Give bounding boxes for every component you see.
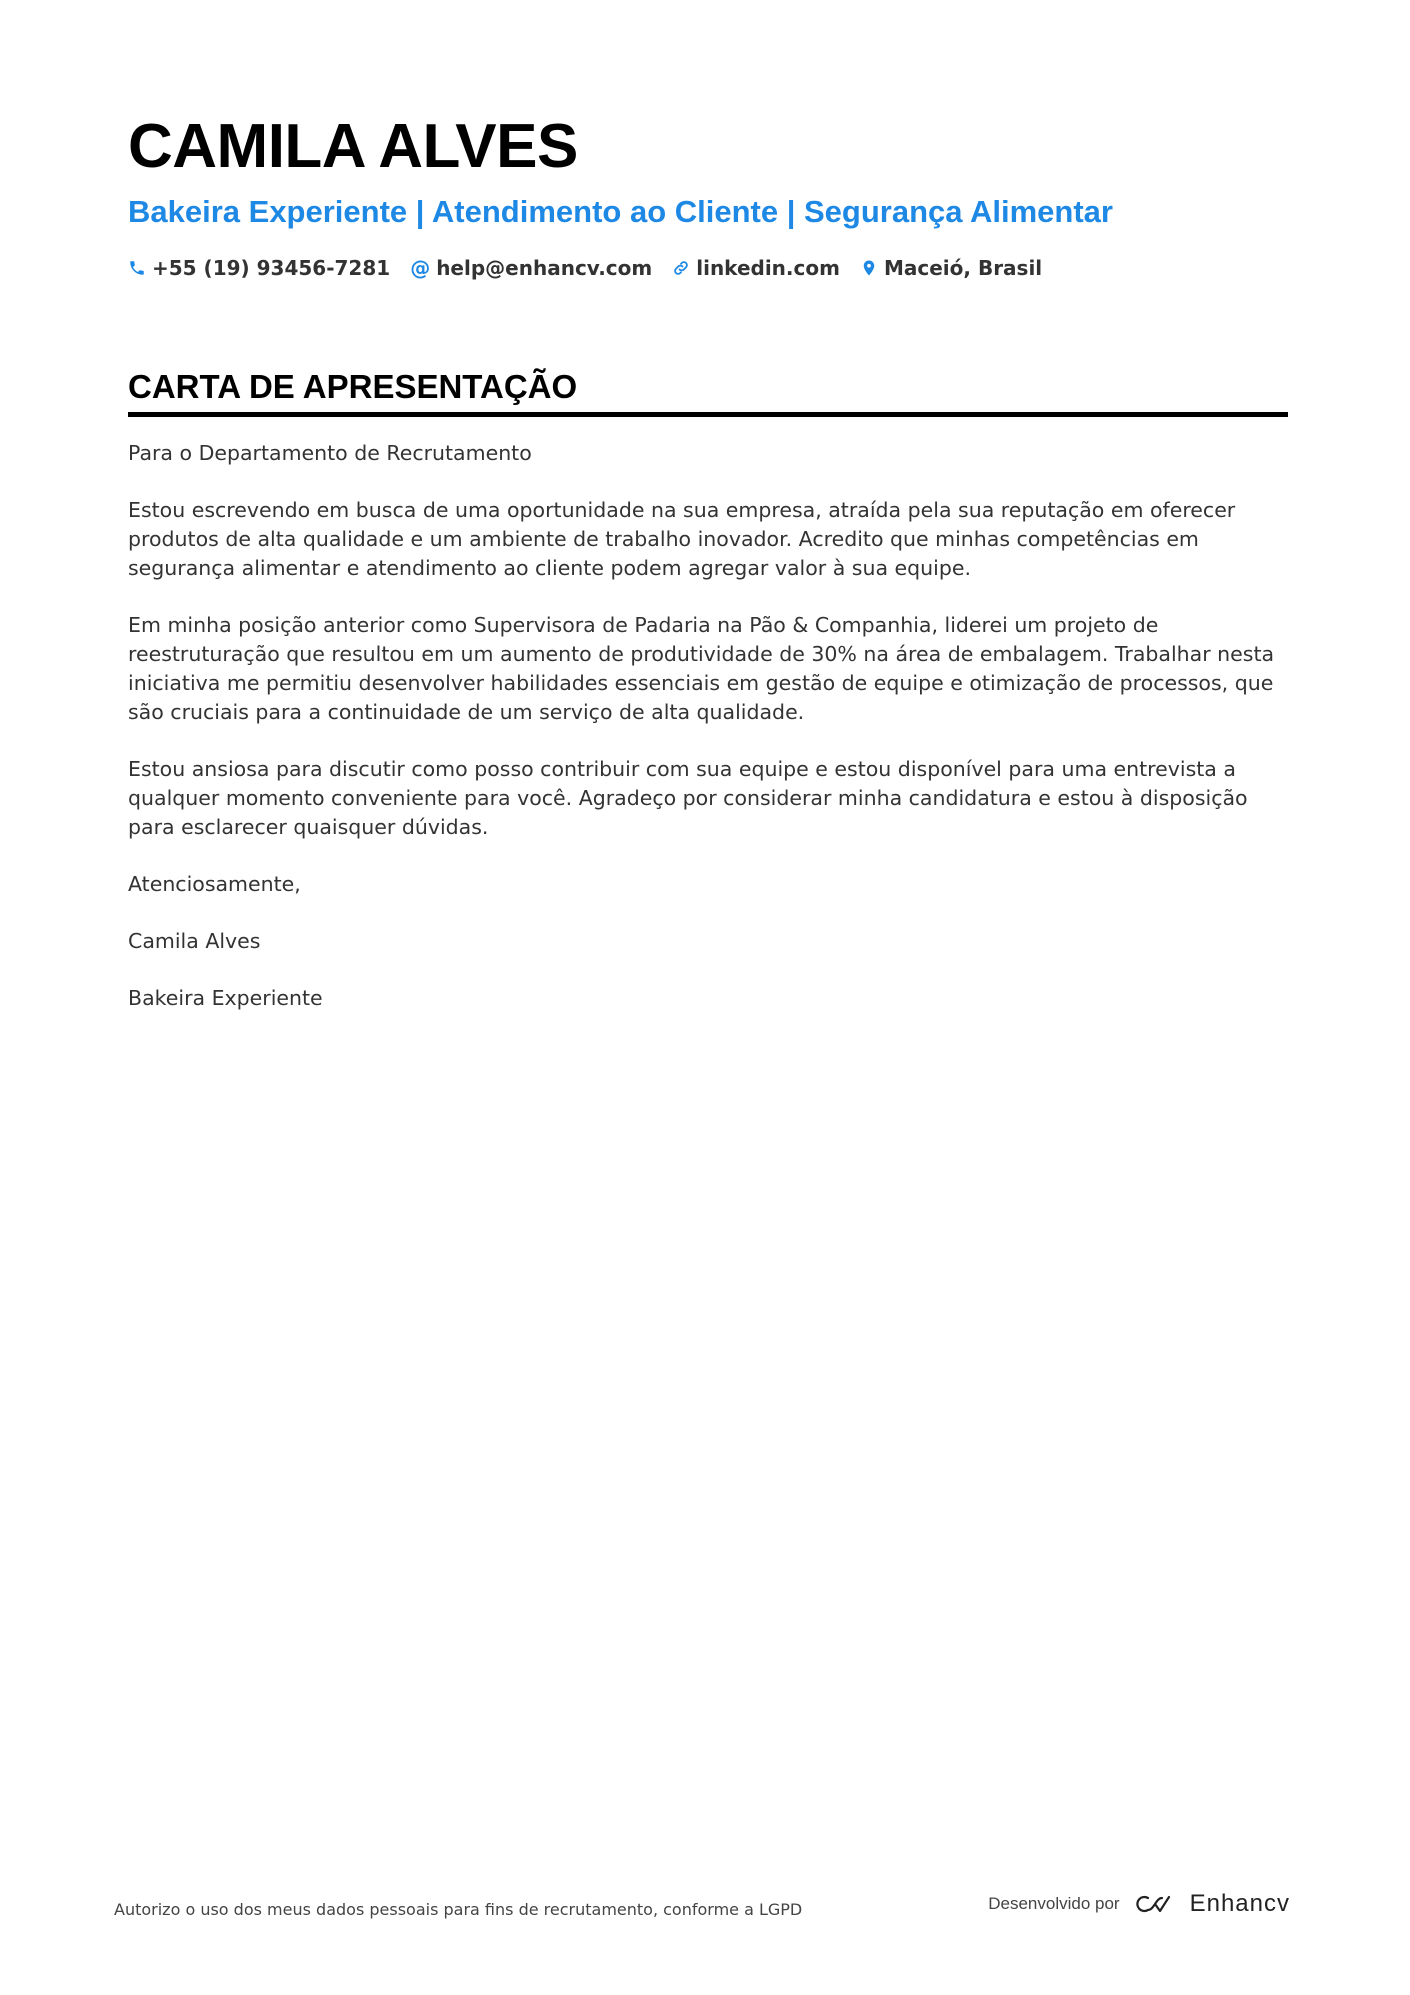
location-pin-icon	[860, 259, 878, 277]
letter-body	[128, 439, 1288, 1013]
linkedin-text: linkedin.com	[696, 256, 840, 280]
at-icon: @	[410, 256, 431, 280]
contact-row	[128, 256, 1288, 280]
cover-letter-section	[128, 366, 1288, 1041]
enhancv-logo-icon	[1132, 1892, 1178, 1916]
header	[128, 112, 1288, 280]
brand-credit[interactable]	[988, 1890, 1290, 1918]
salutation: Para o Departamento de Recrutamento	[128, 441, 532, 465]
candidate-title: Bakeira Experiente | Atendimento ao Cliente | Segurança Alimentar	[128, 194, 1113, 229]
contact-email[interactable]	[410, 256, 652, 280]
contact-location	[860, 256, 1042, 280]
powered-by-text: Desenvolvido por	[988, 1894, 1120, 1913]
location-text: Maceió, Brasil	[883, 256, 1043, 280]
letter-paragraph: Estou ansiosa para discutir como posso contribuir com sua equipe e estou disponível para uma entrevista a qualquer momento conveniente para você. Agradeço por considerar minha candidatura e estou à disposição para esclarecer quaisquer dúvidas.	[128, 757, 1248, 839]
closing: Atenciosamente,	[128, 872, 301, 896]
footer	[114, 1890, 1290, 1930]
contact-phone[interactable]	[128, 256, 390, 280]
link-icon	[672, 259, 690, 277]
signature-title: Bakeira Experiente	[128, 986, 323, 1010]
phone-text: +55 (19) 93456-7281	[152, 256, 391, 280]
section-title: CARTA DE APRESENTAÇÃO	[128, 366, 1288, 417]
letter-paragraph: Em minha posição anterior como Supervisora de Padaria na Pão & Companhia, liderei um projeto de reestruturação que resultou em um aumento de produtividade de 30% na área de embalagem. Trabalhar nesta iniciativa me permitiu desenvolver habilidades essenciais em gestão de equipe e otimização de processos, que são cruciais para a continuidade de um serviço de alta qualidade.	[128, 613, 1275, 724]
consent-text: Autorizo o uso dos meus dados pessoais para fins de recrutamento, conforme a LGPD	[114, 1900, 803, 1919]
letter-paragraph: Estou escrevendo em busca de uma oportunidade na sua empresa, atraída pela sua reputação em oferecer produtos de alta qualidade e um ambiente de trabalho inovador. Acredito que minhas competências em segurança alimentar e atendimento ao cliente podem agregar valor à sua equipe.	[128, 498, 1236, 580]
signature-name: Camila Alves	[128, 929, 261, 953]
candidate-name: CAMILA ALVES	[128, 112, 578, 181]
phone-icon	[128, 259, 146, 277]
email-text: help@enhancv.com	[436, 256, 653, 280]
brand-name: Enhancv	[1189, 1890, 1290, 1917]
contact-linkedin[interactable]	[672, 256, 840, 280]
